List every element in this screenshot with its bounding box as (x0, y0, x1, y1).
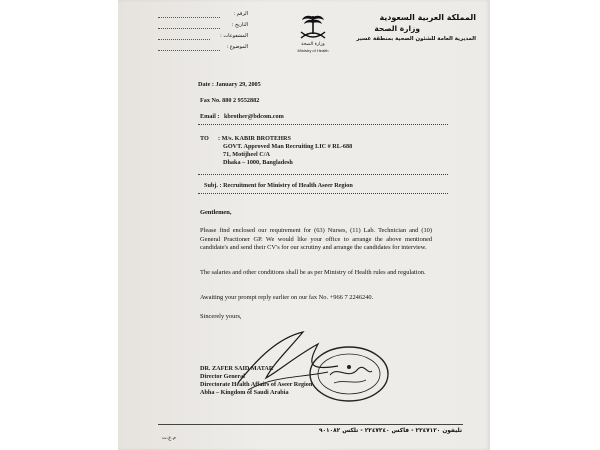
email-line (200, 113, 284, 121)
official-seal (308, 345, 390, 403)
salutation: Gentlemen, (200, 209, 232, 216)
date-label: Date : (198, 81, 214, 88)
footer-contact: تليفون ٢٢٤٧١٢٠ - فاكس ٢٢٤٧٢٤٠ - تلكس ٩٠١٠٨٢ (318, 428, 462, 434)
palm-swords-icon (293, 12, 333, 42)
footer-rule (158, 424, 463, 425)
body-paragraph: The salaries and other conditions shall be as per Ministry of Health rules and regulation. (200, 269, 426, 276)
date-value: January 29, 2005 (215, 81, 261, 88)
divider-email (198, 124, 448, 125)
field-date-label: التاريخ : (231, 22, 248, 28)
subject-label: Subj. (204, 182, 218, 189)
field-number-label: الرقم : (233, 11, 248, 17)
field-line (158, 50, 220, 51)
header-ministry: وزارة الصحة (374, 24, 420, 33)
to-line: 71, Motijheel C/A (223, 151, 270, 158)
field-subject-label: الموضوع : (226, 44, 248, 50)
date-line (198, 81, 261, 89)
field-line (158, 39, 210, 40)
to-line: : M/s. KABIR BROTEHRS (218, 135, 291, 142)
field-line (158, 28, 220, 29)
divider-subject (198, 193, 448, 194)
fax-value: 880 2 9552882 (222, 97, 260, 104)
email-label: Email : (200, 113, 220, 120)
fax-label: Fax No. (200, 97, 221, 104)
closing: Sincerely yours, (200, 313, 242, 320)
header-country: المملكة العربية السعودية (379, 13, 476, 22)
body-paragraph: Please find enclosed our requirement for (63) Nurses, (11) Lab. Technician and (10) General Practioner GP. We would like your office to arrange the above mentioned candidate's and send their CV's for our scrutiny and arrange the candidates for interview. (200, 227, 432, 252)
signatory-title: Director General (200, 373, 245, 380)
email-value: kbrother@bdcom.com (223, 113, 284, 120)
fax-line (200, 97, 259, 105)
signatory-name: DR. ZAFER SAID MATAR (200, 365, 274, 372)
footer-code: م.ع.ت (162, 435, 176, 441)
to-line: GOVT. Approved Man Recruiting LIC # RL-688 (223, 143, 353, 150)
field-attachments-label: المشفوعات : (220, 33, 248, 39)
body-paragraph: Awaiting your prompt reply earlier on our fax No. +966 7 2246240. (200, 294, 374, 301)
header-directorate: المديرية العامة للشئون الصحية بمنطقة عسير (356, 36, 476, 42)
to-label: TO (200, 135, 209, 142)
emblem-caption-english: Ministry of Health (297, 48, 329, 53)
ministry-emblem (293, 12, 333, 56)
signatory-location: Abha – Kingdom of Saudi Arabia (200, 389, 289, 396)
subject-value: : Recruitment for Ministry of Health Aseer Region (219, 182, 353, 189)
signatory-org: Directorate Health Affairs of Aseer Region (200, 381, 313, 388)
field-line (158, 17, 220, 18)
divider-to (198, 174, 448, 175)
letter-page (118, 0, 490, 450)
to-line: Dhaka – 1000, Bangladesh (223, 159, 293, 166)
emblem-caption-arabic: وزارة الصحة (301, 42, 325, 47)
subject-line (204, 182, 353, 190)
